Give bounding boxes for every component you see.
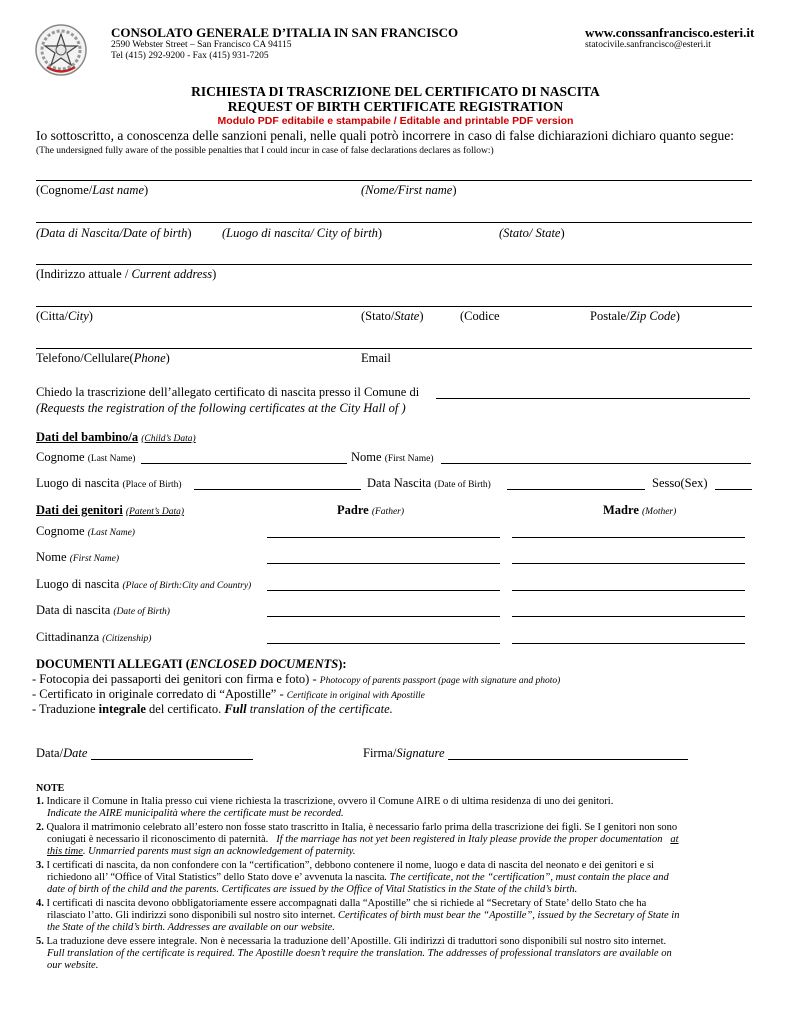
note-1: 1. Indicare il Comune in Italia presso cui viene richiesta la trascrizione, ovvero il Comune AIRE o di ultima residenza di uno dei genitori.: [36, 796, 614, 807]
zip-label-start: (Codice: [460, 309, 500, 323]
state-label: (Stato/ State): [499, 226, 565, 240]
parent-dob-label: Data di nascita (Date of Birth): [36, 603, 170, 617]
father-firstname-input[interactable]: [267, 563, 500, 564]
note-5: 5. La traduzione deve essere integrale. Non è necessaria la traduzione dell’Apostille. Gli indirizzi di traduttori sono disponibili sul nostro sito internet.: [36, 936, 667, 947]
surname-label: (Cognome/Last name): [36, 183, 149, 197]
note-2-line2: coniugati è necessario il riconoscimento di paternità. If the marriage has not yet been registered in Italy please provide the proper documentation at: [47, 834, 679, 845]
parents-heading: Dati dei genitori (Patent’s Data): [36, 503, 185, 517]
phone-line[interactable]: [36, 348, 752, 349]
form-title-it: RICHIESTA DI TRASCRIZIONE DEL CERTIFICATO DI NASCITA: [191, 84, 600, 99]
child-pob-label: Luogo di nascita (Place of Birth): [36, 476, 182, 490]
parent-surname-label: Cognome (Last Name): [36, 524, 135, 538]
note-3-line2: richiedono all’ “Office of Vital Statistics” dello Stato dove e’ avvenuta la nascita. The certificate, not the “certification”, must contain the place and: [47, 872, 669, 883]
pdf-version-note: Modulo PDF editabile e stampabile / Editable and printable PDF version: [217, 115, 574, 127]
italian-republic-emblem-icon: [33, 22, 89, 78]
child-dob-label: Data Nascita (Date of Birth): [367, 476, 491, 490]
city-line[interactable]: [36, 306, 752, 307]
note-4: 4. I certificati di nascita devono obbligatoriamente essere accompagnati dalla “Apostille” che si richiede al “Secretary of State’ dello Stato che ha: [36, 898, 647, 909]
mother-firstname-input[interactable]: [512, 563, 745, 564]
date-input[interactable]: [91, 759, 253, 760]
declaration-it: Io sottoscritto, a conoscenza delle sanzioni penali, nelle quali potrò incorrere in caso di false dichiarazioni dichiaro quanto segue:: [36, 128, 734, 143]
note-3-line3: date of birth of the child and the parents. Certificates are issued by the Office of Vital Statistics in the State of the child’s birth.: [47, 884, 578, 895]
surname-name-line[interactable]: [36, 180, 752, 181]
phone-label: Telefono/Cellulare(Phone): [36, 351, 170, 365]
signature-input[interactable]: [448, 759, 688, 760]
form-title-en: REQUEST OF BIRTH CERTIFICATE REGISTRATION: [227, 99, 564, 114]
request-en: (Requests the registration of the following certificates at the City Hall of ): [36, 401, 406, 415]
mother-surname-input[interactable]: [512, 537, 745, 538]
child-sex-input[interactable]: [715, 489, 752, 490]
website-link[interactable]: www.conssanfrancisco.esteri.it: [585, 25, 755, 40]
document-item-passport: - Fotocopia dei passaporti dei genitori con firma e foto) - Photocopy of parents passport (page with signature and photo): [32, 672, 561, 686]
note-2-line3: this time. Unmarried parents must sign an acknowledgement of paternity.: [47, 846, 356, 857]
child-dob-input[interactable]: [507, 489, 645, 490]
documents-heading: DOCUMENTI ALLEGATI (ENCLOSED DOCUMENTS):: [36, 657, 347, 671]
father-dob-input[interactable]: [267, 616, 500, 617]
document-item-certificate: - Certificato in originale corredato di “Apostille” - Certificate in original with Apostille: [32, 687, 425, 701]
pob-label: (Luogo di nascita/ City of birth): [222, 226, 383, 240]
note-3: 3. I certificati di nascita, da non confondere con la “certification”, debbono contenere il nome, luogo e data di nascita del neonato e dei genitori e si: [36, 860, 655, 871]
dob-label: (Data di Nascita/Date of birth): [36, 226, 192, 240]
child-sex-label: Sesso(Sex): [652, 476, 708, 490]
child-surname-label: Cognome (Last Name): [36, 450, 136, 464]
parent-citizenship-label: Cittadinanza (Citizenship): [36, 630, 152, 644]
city-label: (Citta/City): [36, 309, 93, 323]
note-5-line3: our website.: [47, 960, 99, 971]
mother-citizenship-input[interactable]: [512, 643, 745, 644]
parent-firstname-label: Nome (First Name): [36, 550, 120, 564]
signature-label: Firma/Signature: [363, 746, 445, 760]
notes-heading: NOTE: [36, 783, 65, 794]
note-4-line2: rilasciato l’atto. Gli indirizzi sono disponibili sul nostro sito internet. Certificates of birth must bear the “Apostille”, issued by the Secretary of State in: [47, 910, 680, 921]
email-link[interactable]: statocivile.sanfrancisco@esteri.it: [585, 40, 711, 50]
zip-label: Postale/Zip Code): [590, 309, 680, 323]
parent-pob-label: Luogo di nascita (Place of Birth:City and Country): [36, 577, 252, 591]
birth-line[interactable]: [36, 222, 752, 223]
consulate-phone-fax: Tel (415) 292-9200 - Fax (415) 931-7205: [111, 51, 269, 61]
consulate-address: 2590 Webster Street – San Francisco CA 94115: [111, 40, 292, 50]
note-1-en: Indicate the AIRE municipalità where the certificate must be recorded.: [47, 808, 344, 819]
comune-input[interactable]: [436, 398, 750, 399]
note-2: 2. Qualora il matrimonio celebrato all’estero non fosse stato trascritto in Italia, è necessario farlo prima della trascrizione dei figli. Se I genitori non sono: [36, 822, 678, 833]
child-heading: Dati del bambino/a (Child’s Data): [36, 430, 196, 444]
father-citizenship-input[interactable]: [267, 643, 500, 644]
child-pob-input[interactable]: [194, 489, 361, 490]
address-label: (Indirizzo attuale / Current address): [36, 267, 217, 281]
state2-label: (Stato/State): [361, 309, 424, 323]
email-label: Email: [361, 351, 391, 365]
firstname-label: (Nome/First name): [361, 183, 457, 197]
note-5-line2: Full translation of the certificate is required. The Apostille doesn’t require the translation. The addresses of professional translators are available on: [47, 948, 672, 959]
document-item-translation: - Traduzione integrale del certificato. Full translation of the certificate.: [32, 702, 393, 716]
child-firstname-input[interactable]: [441, 463, 751, 464]
father-pob-input[interactable]: [267, 590, 500, 591]
father-surname-input[interactable]: [267, 537, 500, 538]
note-4-line3: the State of the child’s birth. Addresses are available on our website.: [47, 922, 335, 933]
mother-pob-input[interactable]: [512, 590, 745, 591]
declaration-en: (The undersigned fully aware of the possible penalties that I could incur in case of false declarations declares as follow:): [36, 146, 494, 156]
father-column-label: Padre (Father): [337, 503, 405, 517]
date-label: Data/Date: [36, 746, 88, 760]
mother-dob-input[interactable]: [512, 616, 745, 617]
child-firstname-label: Nome (First Name): [351, 450, 434, 464]
request-it: Chiedo la trascrizione dell’allegato certificato di nascita presso il Comune di: [36, 385, 420, 399]
consulate-name: CONSOLATO GENERALE D’ITALIA IN SAN FRANCISCO: [111, 25, 459, 40]
address-line[interactable]: [36, 264, 752, 265]
child-surname-input[interactable]: [141, 463, 347, 464]
mother-column-label: Madre (Mother): [603, 503, 677, 517]
